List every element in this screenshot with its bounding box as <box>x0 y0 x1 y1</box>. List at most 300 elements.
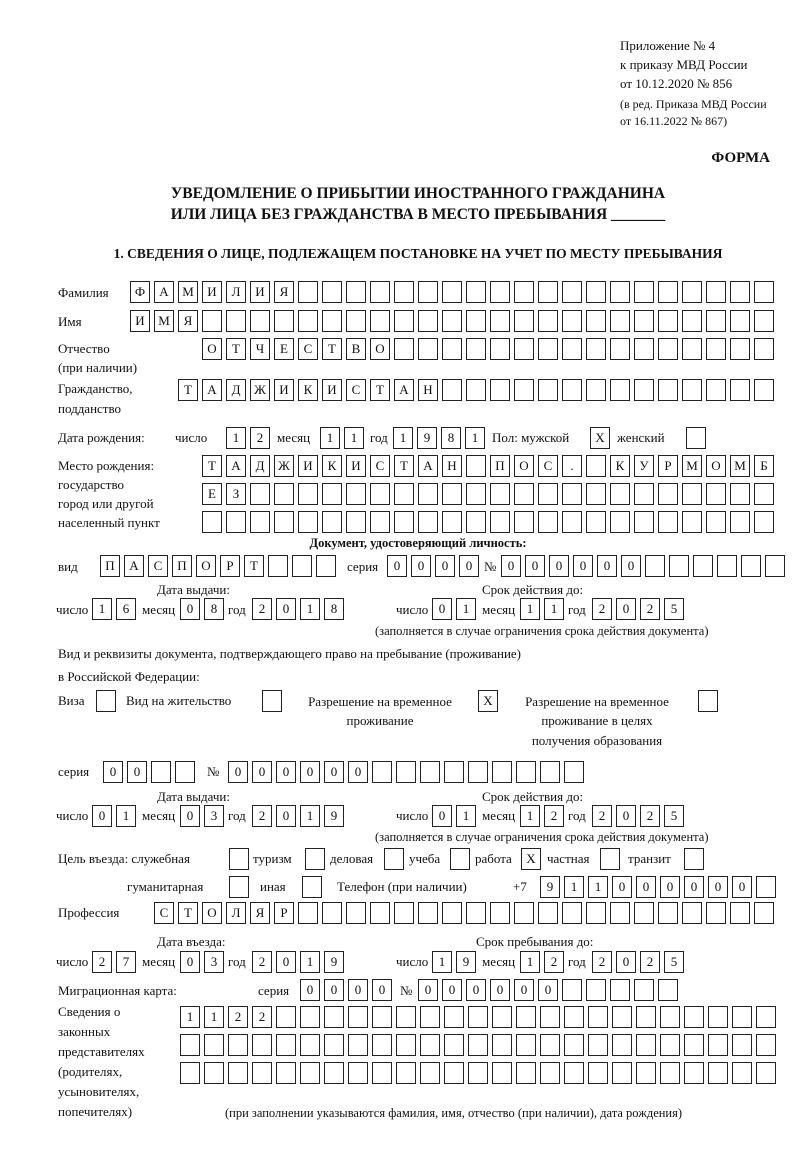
char-box[interactable]: 0 <box>276 598 296 620</box>
char-box[interactable]: 2 <box>92 951 112 973</box>
char-box[interactable] <box>250 483 270 505</box>
char-box[interactable] <box>322 281 342 303</box>
char-box[interactable]: 9 <box>456 951 476 973</box>
char-box[interactable] <box>730 483 750 505</box>
char-box[interactable] <box>682 338 702 360</box>
char-box[interactable] <box>370 483 390 505</box>
checkbox[interactable] <box>684 848 704 870</box>
char-box[interactable]: Т <box>394 455 414 477</box>
char-box[interactable] <box>420 761 440 783</box>
char-box[interactable] <box>706 310 726 332</box>
char-box[interactable] <box>418 511 438 533</box>
char-box[interactable]: Б <box>754 455 774 477</box>
char-box[interactable] <box>228 1062 248 1084</box>
char-box[interactable] <box>276 1006 296 1028</box>
char-box[interactable]: 0 <box>525 555 545 577</box>
char-box[interactable] <box>706 338 726 360</box>
char-box[interactable]: 9 <box>540 876 560 898</box>
char-box[interactable] <box>708 1034 728 1056</box>
char-box[interactable] <box>562 310 582 332</box>
char-box[interactable]: 0 <box>387 555 407 577</box>
char-box[interactable] <box>586 379 606 401</box>
char-box[interactable] <box>180 1062 200 1084</box>
checkbox[interactable] <box>229 848 249 870</box>
char-box[interactable]: Я <box>274 281 294 303</box>
char-box[interactable]: А <box>124 555 144 577</box>
char-box[interactable]: Т <box>202 455 222 477</box>
char-box[interactable] <box>298 902 318 924</box>
char-box[interactable] <box>706 902 726 924</box>
char-box[interactable] <box>396 1034 416 1056</box>
char-box[interactable] <box>418 281 438 303</box>
char-box[interactable] <box>586 511 606 533</box>
char-box[interactable] <box>394 338 414 360</box>
char-box[interactable] <box>540 1034 560 1056</box>
char-box[interactable]: Р <box>220 555 240 577</box>
char-box[interactable] <box>442 281 462 303</box>
char-box[interactable] <box>645 555 665 577</box>
char-box[interactable] <box>346 511 366 533</box>
char-box[interactable] <box>636 1034 656 1056</box>
char-box[interactable]: 0 <box>180 951 200 973</box>
char-box[interactable]: Р <box>274 902 294 924</box>
char-box[interactable] <box>514 338 534 360</box>
char-box[interactable]: 2 <box>252 805 272 827</box>
char-box[interactable]: 0 <box>372 979 392 1001</box>
char-box[interactable]: 0 <box>432 598 452 620</box>
char-box[interactable]: 1 <box>520 951 540 973</box>
char-box[interactable]: Т <box>370 379 390 401</box>
char-box[interactable] <box>564 1034 584 1056</box>
char-box[interactable]: П <box>172 555 192 577</box>
char-box[interactable] <box>756 876 776 898</box>
char-box[interactable] <box>442 902 462 924</box>
char-box[interactable] <box>252 1062 272 1084</box>
char-box[interactable]: О <box>706 455 726 477</box>
char-box[interactable]: Р <box>658 455 678 477</box>
checkbox[interactable] <box>686 427 706 449</box>
char-box[interactable]: 0 <box>549 555 569 577</box>
char-box[interactable]: О <box>202 338 222 360</box>
char-box[interactable] <box>538 902 558 924</box>
char-box[interactable] <box>658 902 678 924</box>
char-box[interactable] <box>490 511 510 533</box>
char-box[interactable] <box>756 1006 776 1028</box>
char-box[interactable]: 1 <box>393 427 413 449</box>
char-box[interactable] <box>396 1006 416 1028</box>
char-box[interactable]: Н <box>418 379 438 401</box>
char-box[interactable] <box>466 281 486 303</box>
char-box[interactable]: 0 <box>490 979 510 1001</box>
char-box[interactable] <box>634 338 654 360</box>
char-box[interactable] <box>444 761 464 783</box>
char-box[interactable]: 0 <box>276 805 296 827</box>
char-box[interactable] <box>418 338 438 360</box>
char-box[interactable]: 0 <box>573 555 593 577</box>
char-box[interactable] <box>468 1034 488 1056</box>
char-box[interactable] <box>754 483 774 505</box>
char-box[interactable]: 9 <box>324 951 344 973</box>
char-box[interactable] <box>754 511 774 533</box>
char-box[interactable]: 0 <box>348 761 368 783</box>
char-box[interactable] <box>540 1062 560 1084</box>
char-box[interactable] <box>516 1062 536 1084</box>
char-box[interactable] <box>322 310 342 332</box>
char-box[interactable]: 0 <box>732 876 752 898</box>
char-box[interactable] <box>588 1062 608 1084</box>
char-box[interactable] <box>658 281 678 303</box>
char-box[interactable] <box>754 281 774 303</box>
char-box[interactable] <box>706 483 726 505</box>
char-box[interactable] <box>442 511 462 533</box>
char-box[interactable] <box>612 1062 632 1084</box>
char-box[interactable]: 3 <box>204 951 224 973</box>
char-box[interactable]: 2 <box>252 1006 272 1028</box>
char-box[interactable] <box>754 338 774 360</box>
char-box[interactable] <box>684 1006 704 1028</box>
char-box[interactable] <box>346 310 366 332</box>
char-box[interactable] <box>268 555 288 577</box>
char-box[interactable] <box>634 902 654 924</box>
char-box[interactable] <box>610 379 630 401</box>
char-box[interactable]: 0 <box>300 761 320 783</box>
char-box[interactable] <box>490 379 510 401</box>
char-box[interactable]: 0 <box>103 761 123 783</box>
char-box[interactable] <box>226 511 246 533</box>
char-box[interactable]: 0 <box>276 951 296 973</box>
char-box[interactable]: 8 <box>204 598 224 620</box>
char-box[interactable]: 1 <box>300 805 320 827</box>
char-box[interactable] <box>610 511 630 533</box>
char-box[interactable]: Ч <box>250 338 270 360</box>
char-box[interactable]: 1 <box>116 805 136 827</box>
char-box[interactable] <box>514 511 534 533</box>
char-box[interactable]: 1 <box>92 598 112 620</box>
char-box[interactable] <box>442 379 462 401</box>
char-box[interactable] <box>420 1062 440 1084</box>
char-box[interactable]: Е <box>274 338 294 360</box>
char-box[interactable] <box>516 1034 536 1056</box>
checkbox[interactable]: X <box>590 427 610 449</box>
char-box[interactable] <box>730 511 750 533</box>
char-box[interactable] <box>274 483 294 505</box>
char-box[interactable] <box>372 761 392 783</box>
char-box[interactable] <box>348 1034 368 1056</box>
char-box[interactable] <box>610 310 630 332</box>
checkbox[interactable] <box>229 876 249 898</box>
char-box[interactable] <box>732 1034 752 1056</box>
char-box[interactable] <box>322 902 342 924</box>
char-box[interactable] <box>765 555 785 577</box>
char-box[interactable] <box>348 1006 368 1028</box>
checkbox[interactable]: X <box>521 848 541 870</box>
char-box[interactable]: 2 <box>544 805 564 827</box>
char-box[interactable] <box>252 1034 272 1056</box>
char-box[interactable]: 0 <box>228 761 248 783</box>
char-box[interactable]: 0 <box>300 979 320 1001</box>
char-box[interactable] <box>538 511 558 533</box>
char-box[interactable] <box>444 1034 464 1056</box>
char-box[interactable] <box>468 761 488 783</box>
char-box[interactable]: А <box>226 455 246 477</box>
char-box[interactable]: 1 <box>564 876 584 898</box>
checkbox[interactable] <box>600 848 620 870</box>
char-box[interactable] <box>442 310 462 332</box>
char-box[interactable] <box>324 1006 344 1028</box>
char-box[interactable]: 1 <box>180 1006 200 1028</box>
char-box[interactable]: 0 <box>708 876 728 898</box>
char-box[interactable]: 1 <box>344 427 364 449</box>
char-box[interactable] <box>394 310 414 332</box>
char-box[interactable] <box>226 310 246 332</box>
char-box[interactable] <box>514 310 534 332</box>
char-box[interactable] <box>420 1034 440 1056</box>
char-box[interactable]: 2 <box>640 598 660 620</box>
char-box[interactable] <box>562 483 582 505</box>
char-box[interactable]: 0 <box>660 876 680 898</box>
char-box[interactable] <box>466 902 486 924</box>
char-box[interactable] <box>324 1062 344 1084</box>
char-box[interactable] <box>418 483 438 505</box>
char-box[interactable]: 2 <box>640 951 660 973</box>
char-box[interactable] <box>693 555 713 577</box>
char-box[interactable]: 0 <box>612 876 632 898</box>
char-box[interactable] <box>732 1006 752 1028</box>
char-box[interactable]: Е <box>202 483 222 505</box>
char-box[interactable]: 0 <box>435 555 455 577</box>
char-box[interactable] <box>372 1006 392 1028</box>
char-box[interactable]: 0 <box>636 876 656 898</box>
char-box[interactable] <box>298 281 318 303</box>
char-box[interactable] <box>730 338 750 360</box>
char-box[interactable] <box>394 483 414 505</box>
char-box[interactable] <box>492 1006 512 1028</box>
char-box[interactable]: 0 <box>616 598 636 620</box>
char-box[interactable] <box>634 483 654 505</box>
char-box[interactable] <box>682 310 702 332</box>
char-box[interactable] <box>346 902 366 924</box>
char-box[interactable] <box>250 511 270 533</box>
char-box[interactable]: М <box>682 455 702 477</box>
char-box[interactable]: И <box>322 379 342 401</box>
char-box[interactable]: С <box>538 455 558 477</box>
char-box[interactable] <box>660 1006 680 1028</box>
char-box[interactable] <box>538 310 558 332</box>
char-box[interactable] <box>322 511 342 533</box>
char-box[interactable] <box>682 281 702 303</box>
char-box[interactable] <box>370 281 390 303</box>
char-box[interactable] <box>490 902 510 924</box>
char-box[interactable]: Л <box>226 902 246 924</box>
char-box[interactable]: Т <box>322 338 342 360</box>
char-box[interactable] <box>636 1062 656 1084</box>
char-box[interactable] <box>706 511 726 533</box>
char-box[interactable]: 0 <box>597 555 617 577</box>
char-box[interactable]: 0 <box>180 805 200 827</box>
char-box[interactable]: С <box>370 455 390 477</box>
char-box[interactable] <box>372 1034 392 1056</box>
char-box[interactable] <box>634 511 654 533</box>
char-box[interactable] <box>298 483 318 505</box>
char-box[interactable] <box>372 1062 392 1084</box>
char-box[interactable] <box>588 1006 608 1028</box>
char-box[interactable] <box>610 338 630 360</box>
char-box[interactable]: К <box>322 455 342 477</box>
char-box[interactable]: 1 <box>520 805 540 827</box>
char-box[interactable] <box>466 338 486 360</box>
char-box[interactable] <box>228 1034 248 1056</box>
char-box[interactable] <box>370 511 390 533</box>
checkbox[interactable] <box>96 690 116 712</box>
char-box[interactable] <box>636 1006 656 1028</box>
char-box[interactable] <box>586 902 606 924</box>
char-box[interactable]: . <box>562 455 582 477</box>
char-box[interactable]: 2 <box>228 1006 248 1028</box>
char-box[interactable] <box>564 761 584 783</box>
char-box[interactable] <box>274 310 294 332</box>
char-box[interactable] <box>708 1062 728 1084</box>
char-box[interactable]: К <box>298 379 318 401</box>
char-box[interactable] <box>444 1062 464 1084</box>
char-box[interactable]: А <box>418 455 438 477</box>
char-box[interactable] <box>610 902 630 924</box>
char-box[interactable]: 8 <box>441 427 461 449</box>
char-box[interactable] <box>292 555 312 577</box>
char-box[interactable] <box>732 1062 752 1084</box>
char-box[interactable]: Т <box>244 555 264 577</box>
char-box[interactable] <box>706 281 726 303</box>
char-box[interactable] <box>346 281 366 303</box>
char-box[interactable] <box>250 310 270 332</box>
char-box[interactable] <box>756 1034 776 1056</box>
char-box[interactable] <box>634 310 654 332</box>
char-box[interactable] <box>298 511 318 533</box>
char-box[interactable] <box>346 483 366 505</box>
char-box[interactable] <box>300 1062 320 1084</box>
char-box[interactable] <box>682 511 702 533</box>
char-box[interactable]: О <box>202 902 222 924</box>
char-box[interactable] <box>538 338 558 360</box>
char-box[interactable]: 1 <box>300 598 320 620</box>
char-box[interactable] <box>490 483 510 505</box>
char-box[interactable]: 0 <box>621 555 641 577</box>
char-box[interactable]: Л <box>226 281 246 303</box>
char-box[interactable] <box>669 555 689 577</box>
char-box[interactable] <box>490 281 510 303</box>
char-box[interactable]: Н <box>442 455 462 477</box>
char-box[interactable] <box>204 1034 224 1056</box>
char-box[interactable]: С <box>148 555 168 577</box>
char-box[interactable]: И <box>298 455 318 477</box>
char-box[interactable] <box>562 902 582 924</box>
char-box[interactable] <box>682 902 702 924</box>
char-box[interactable]: У <box>634 455 654 477</box>
char-box[interactable] <box>300 1034 320 1056</box>
char-box[interactable] <box>492 1034 512 1056</box>
char-box[interactable]: 0 <box>418 979 438 1001</box>
char-box[interactable] <box>538 483 558 505</box>
char-box[interactable]: О <box>514 455 534 477</box>
char-box[interactable] <box>682 379 702 401</box>
char-box[interactable] <box>658 379 678 401</box>
char-box[interactable]: 0 <box>501 555 521 577</box>
char-box[interactable] <box>754 902 774 924</box>
char-box[interactable] <box>588 1034 608 1056</box>
char-box[interactable]: Т <box>178 379 198 401</box>
char-box[interactable] <box>490 338 510 360</box>
char-box[interactable]: С <box>298 338 318 360</box>
char-box[interactable] <box>442 338 462 360</box>
char-box[interactable]: И <box>130 310 150 332</box>
char-box[interactable] <box>322 483 342 505</box>
char-box[interactable] <box>562 511 582 533</box>
char-box[interactable] <box>682 483 702 505</box>
char-box[interactable]: Ф <box>130 281 150 303</box>
char-box[interactable] <box>562 979 582 1001</box>
char-box[interactable] <box>730 310 750 332</box>
char-box[interactable]: Т <box>178 902 198 924</box>
char-box[interactable] <box>612 1006 632 1028</box>
char-box[interactable]: А <box>154 281 174 303</box>
char-box[interactable] <box>348 1062 368 1084</box>
char-box[interactable]: 0 <box>616 951 636 973</box>
char-box[interactable] <box>658 483 678 505</box>
char-box[interactable] <box>586 281 606 303</box>
char-box[interactable]: О <box>196 555 216 577</box>
char-box[interactable]: Ж <box>274 455 294 477</box>
char-box[interactable]: 0 <box>92 805 112 827</box>
char-box[interactable] <box>586 338 606 360</box>
char-box[interactable] <box>660 1062 680 1084</box>
char-box[interactable] <box>466 379 486 401</box>
char-box[interactable]: 0 <box>459 555 479 577</box>
char-box[interactable] <box>514 379 534 401</box>
char-box[interactable]: 0 <box>127 761 147 783</box>
char-box[interactable] <box>538 281 558 303</box>
char-box[interactable]: Д <box>250 455 270 477</box>
char-box[interactable]: 1 <box>432 951 452 973</box>
char-box[interactable] <box>658 979 678 1001</box>
char-box[interactable]: 0 <box>324 761 344 783</box>
char-box[interactable] <box>610 979 630 1001</box>
char-box[interactable] <box>586 979 606 1001</box>
char-box[interactable]: А <box>394 379 414 401</box>
char-box[interactable] <box>658 511 678 533</box>
char-box[interactable]: М <box>730 455 750 477</box>
char-box[interactable] <box>300 1006 320 1028</box>
char-box[interactable] <box>370 902 390 924</box>
char-box[interactable]: 6 <box>116 598 136 620</box>
char-box[interactable]: 2 <box>250 427 270 449</box>
char-box[interactable] <box>202 310 222 332</box>
char-box[interactable] <box>612 1034 632 1056</box>
char-box[interactable] <box>151 761 171 783</box>
char-box[interactable] <box>442 483 462 505</box>
char-box[interactable] <box>316 555 336 577</box>
char-box[interactable]: А <box>202 379 222 401</box>
char-box[interactable] <box>298 310 318 332</box>
char-box[interactable] <box>468 1062 488 1084</box>
char-box[interactable]: 7 <box>116 951 136 973</box>
char-box[interactable] <box>562 281 582 303</box>
char-box[interactable]: 0 <box>514 979 534 1001</box>
char-box[interactable]: З <box>226 483 246 505</box>
checkbox[interactable] <box>698 690 718 712</box>
char-box[interactable]: 1 <box>456 598 476 620</box>
char-box[interactable] <box>394 281 414 303</box>
char-box[interactable] <box>276 1034 296 1056</box>
char-box[interactable]: 0 <box>466 979 486 1001</box>
